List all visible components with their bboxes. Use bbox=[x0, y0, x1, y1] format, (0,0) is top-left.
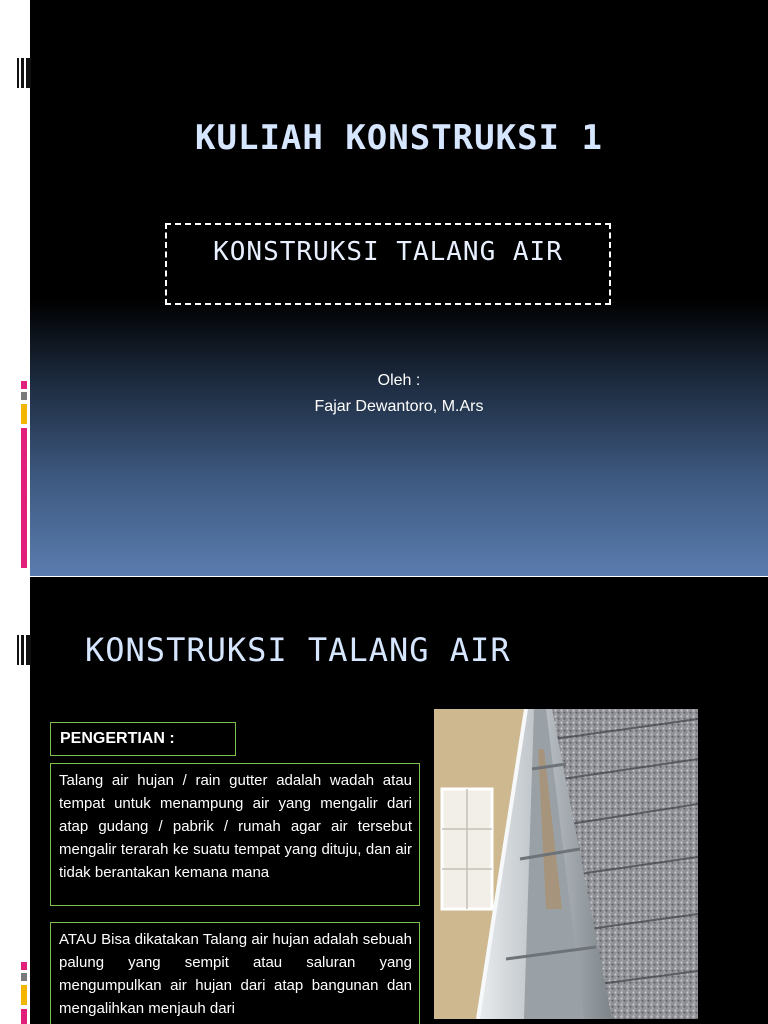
accent-bar-yellow bbox=[21, 404, 27, 424]
rain-gutter-photo bbox=[434, 709, 698, 1019]
slide-title: KONSTRUKSI TALANG AIR bbox=[85, 631, 511, 669]
definition-paragraph-1: Talang air hujan / rain gutter adalah wadah atau tempat untuk menampung air yang mengalir dari atap gudang / pabrik / rumah agar air tersebut mengalir terarah ke suatu tempat yang dituju, dan air tidak berantakan kemana mana bbox=[50, 763, 420, 906]
accent-bar-pink-long bbox=[21, 1009, 27, 1024]
definition-label: PENGERTIAN : bbox=[50, 722, 236, 756]
author-name: Fajar Dewantoro, M.Ars bbox=[314, 398, 484, 415]
definition-paragraph-2: ATAU Bisa dikatakan Talang air hujan adalah sebuah palung yang sempit atau saluran yang mengumpulkan air hujan dari atap bangunan dan mengalihkan menjauh dari bbox=[50, 922, 420, 1024]
accent-bar-pink-top bbox=[21, 381, 27, 389]
by-label: Oleh : bbox=[377, 372, 421, 389]
accent-bar-yellow bbox=[21, 985, 27, 1005]
content-slide bbox=[0, 577, 768, 1024]
slide-subtitle: KONSTRUKSI TALANG AIR bbox=[213, 237, 563, 267]
accent-bar-gray bbox=[21, 973, 27, 981]
corner-bars-decoration bbox=[17, 635, 31, 665]
corner-bars-decoration bbox=[17, 58, 31, 88]
accent-bar-gray bbox=[21, 392, 27, 400]
slide-title: KULIAH KONSTRUKSI 1 bbox=[195, 118, 603, 158]
accent-bar-pink-long bbox=[21, 428, 27, 568]
accent-bar-pink-top bbox=[21, 962, 27, 970]
subtitle-box bbox=[165, 223, 611, 305]
